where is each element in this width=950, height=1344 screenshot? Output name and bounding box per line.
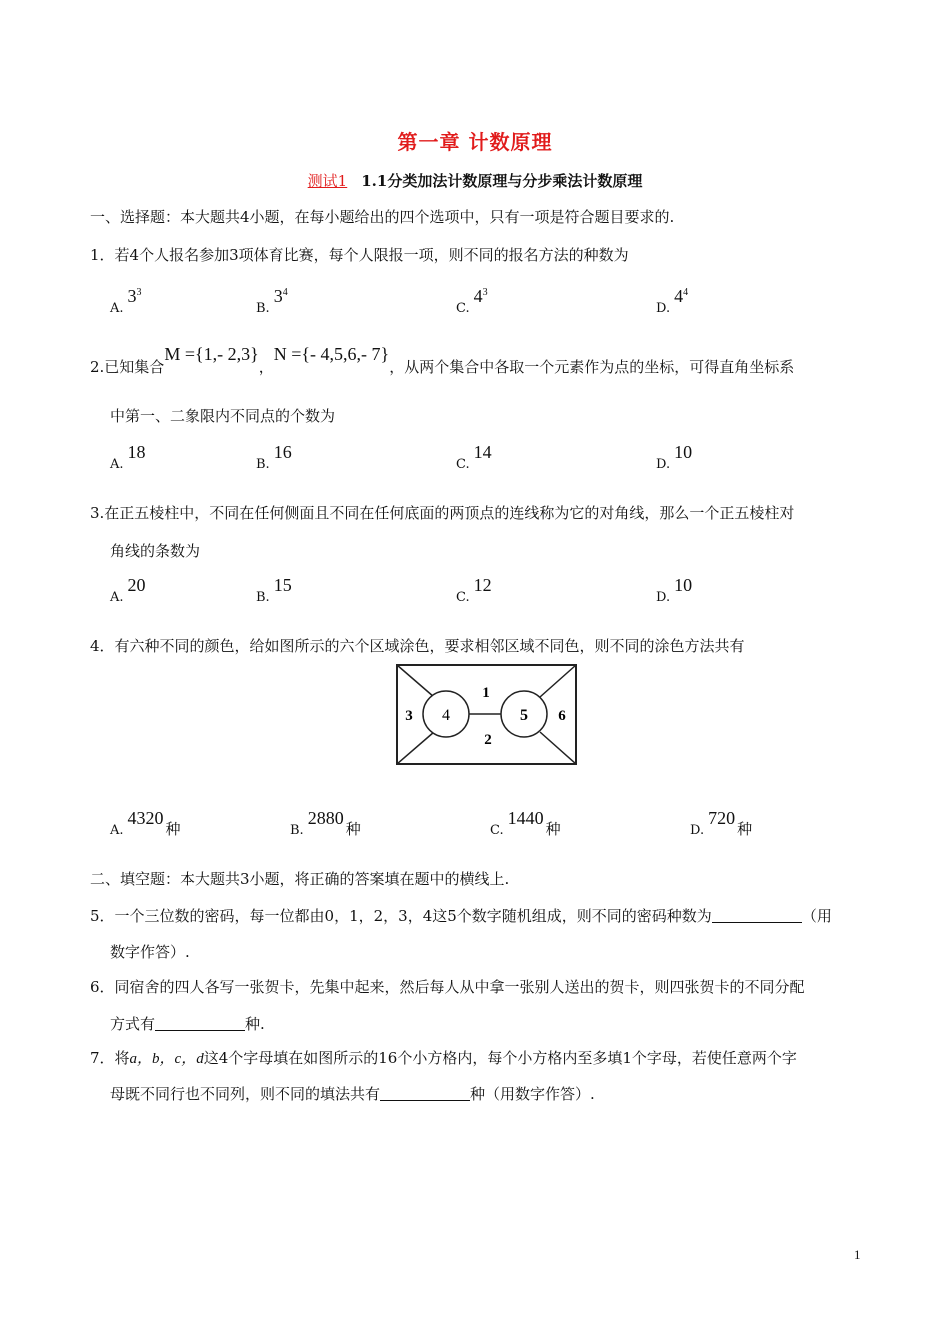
q2-option-c: C.14 <box>456 442 492 472</box>
diag-top-left <box>397 665 434 697</box>
q2-option-a: A.18 <box>110 442 146 472</box>
q1-text: 1．若4个人报名参加3项体育比赛，每个人限报一项，则不同的报名方法的种数为 <box>90 246 629 264</box>
region-label-4: 4 <box>442 707 450 724</box>
q1-option-b: $B.3^4$ <box>256 286 288 316</box>
q4-option-a: A.4320种 <box>110 808 181 838</box>
q5-text-line2: 数字作答）. <box>110 943 190 961</box>
q6-text-line2: 方式有 种. <box>110 1015 265 1033</box>
q1-option-a: $A.3^3$ <box>110 286 142 316</box>
q3-option-b: B.15 <box>256 575 292 605</box>
q3-option-d: D.10 <box>656 575 693 605</box>
q4-text: 4．有六种不同的颜色，给如图所示的六个区域涂色，要求相邻区域不同色，则不同的涂色方法共有 <box>90 637 745 655</box>
region-label-3: 3 <box>405 708 413 724</box>
diag-bottom-left <box>397 732 434 764</box>
region-label-1: 1 <box>482 685 490 701</box>
page-number: 1 <box>854 1247 861 1262</box>
q1-option-d: $D.4^4$ <box>656 286 689 316</box>
test-tag: 测试1 <box>307 172 348 190</box>
q6-answer-blank <box>155 1016 245 1031</box>
q2-option-d: D.10 <box>656 442 693 472</box>
q3-option-c: C.12 <box>456 575 492 605</box>
q7-answer-blank <box>380 1086 470 1101</box>
q7-text-line1: 7．将a，b，c，d这4个字母填在如图所示的16个小方格内，每个小方格内至多填1个字母，若使任意两个字 <box>90 1049 797 1067</box>
region-label-2: 2 <box>484 732 492 748</box>
q2-text-line2: 中第一、二象限内不同点的个数为 <box>110 407 336 425</box>
q3-text-line2: 角线的条数为 <box>110 542 201 560</box>
q5-answer-blank <box>712 908 802 923</box>
q2-text: 2.已知集合M ={1,- 2,3}，N ={- 4,5,6,- 7}，从两个集合中各取一个元素作为点的坐标，可得直角坐标系 <box>90 344 795 376</box>
q5-text-line1: 5．一个三位数的密码，每一位都由0，1，2，3，4这5个数字随机组成，则不同的密码种数为 （用 <box>90 907 832 925</box>
chapter-title: 第一章 计数原理 <box>397 130 553 154</box>
q3-option-a: A.20 <box>110 575 146 605</box>
q2-option-b: B.16 <box>256 442 292 472</box>
subtitle-text: 1.1分类加法计数原理与分步乘法计数原理 <box>361 172 643 190</box>
q4-option-d: D.720种 <box>690 808 753 838</box>
set-n: N ={- 4,5,6,- 7} <box>273 344 390 364</box>
q3-text-line1: 3.在正五棱柱中，不同在任何侧面且不同在任何底面的两顶点的连线称为它的对角线，那么一个正五棱柱对 <box>90 504 795 522</box>
set-m: M ={1,- 2,3} <box>164 344 259 364</box>
section2-heading: 二、填空题：本大题共3小题，将正确的答案填在题中的横线上. <box>90 870 510 888</box>
diag-top-right <box>540 665 576 697</box>
region-label-6: 6 <box>558 708 566 724</box>
q6-text-line1: 6．同宿舍的四人各写一张贺卡，先集中起来，然后每人从中拿一张别人送出的贺卡，则四张贺卡的不同分配 <box>90 978 805 996</box>
section1-heading: 一、选择题：本大题共4小题，在每小题给出的四个选项中，只有一项是符合题目要求的. <box>90 208 675 226</box>
q4-option-c: C.1440种 <box>490 808 561 838</box>
q4-option-b: B.2880种 <box>290 808 361 838</box>
region-label-5: 5 <box>520 707 528 724</box>
diag-bottom-right <box>540 732 576 764</box>
q7-text-line2: 母既不同行也不同列，则不同的填法共有 种（用数字作答）. <box>110 1085 595 1103</box>
section-subtitle <box>0 170 950 191</box>
coloring-figure <box>396 664 578 766</box>
q1-option-c: $C.4^3$ <box>456 286 488 316</box>
